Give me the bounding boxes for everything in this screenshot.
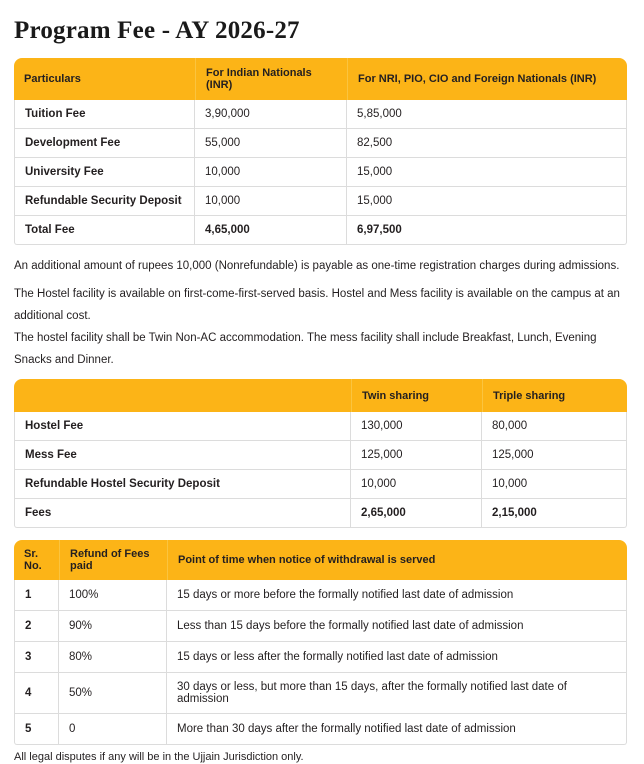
cell-nri-amount: 15,000 (347, 158, 627, 187)
cell-sr-no: 2 (14, 611, 59, 642)
table-row (14, 580, 627, 611)
table-header-row (14, 379, 627, 412)
table-header-row (14, 58, 627, 100)
table-row (14, 642, 627, 673)
table-row (14, 611, 627, 642)
column-header-point-of-time: Point of time when notice of withdrawal is served (167, 540, 627, 580)
cell-particulars: Hostel Fee (14, 412, 351, 441)
table-row (14, 714, 627, 745)
cell-indian-amount: 10,000 (195, 158, 347, 187)
cell-triple-total: 2,15,000 (482, 499, 627, 528)
cell-point-of-time: Less than 15 days before the formally notified last date of admission (167, 611, 627, 642)
cell-particulars: Development Fee (14, 129, 195, 158)
cell-twin-total: 2,65,000 (351, 499, 482, 528)
column-header-triple-sharing: Triple sharing (482, 379, 627, 412)
note-registration-charges: An additional amount of rupees 10,000 (Nonrefundable) is payable as one-time registration charges during admissions. (14, 260, 620, 272)
cell-twin-amount: 125,000 (351, 441, 482, 470)
table-row-total (14, 499, 627, 528)
cell-particulars: Refundable Security Deposit (14, 187, 195, 216)
table-row (14, 129, 627, 158)
table-row (14, 412, 627, 441)
cell-particulars: University Fee (14, 158, 195, 187)
spacer (14, 46, 630, 58)
cell-indian-total: 4,65,000 (195, 216, 347, 245)
column-header-indian-nationals: For Indian Nationals (INR) (195, 58, 347, 100)
hostel-fee-table-body (14, 412, 627, 528)
cell-indian-amount: 55,000 (195, 129, 347, 158)
column-header-nri-foreign: For NRI, PIO, CIO and Foreign Nationals (INR) (347, 58, 627, 100)
cell-twin-amount: 130,000 (351, 412, 482, 441)
cell-particulars: Refundable Hostel Security Deposit (14, 470, 351, 499)
cell-nri-amount: 5,85,000 (347, 100, 627, 129)
cell-refund-percent: 80% (59, 642, 167, 673)
cell-particulars: Fees (14, 499, 351, 528)
column-header-twin-sharing: Twin sharing (351, 379, 482, 412)
cell-point-of-time: 15 days or less after the formally notified last date of admission (167, 642, 627, 673)
cell-nri-total: 6,97,500 (347, 216, 627, 245)
refund-policy-table-head (14, 540, 627, 580)
note-hostel-availability: The Hostel facility is available on first-come-first-served basis. Hostel and Mess facility is available on the campus at an additional cost. (14, 288, 620, 322)
cell-sr-no: 3 (14, 642, 59, 673)
program-fee-table (14, 58, 627, 245)
cell-indian-amount: 3,90,000 (195, 100, 347, 129)
cell-point-of-time: 30 days or less, but more than 15 days, after the formally notified last date of admission (167, 673, 627, 714)
cell-triple-amount: 80,000 (482, 412, 627, 441)
table-row-total (14, 216, 627, 245)
cell-particulars: Mess Fee (14, 441, 351, 470)
cell-particulars: Tuition Fee (14, 100, 195, 129)
footnote-jurisdiction: All legal disputes if any will be in the Ujjain Jurisdiction only. (14, 751, 304, 763)
table-row (14, 673, 627, 714)
cell-triple-amount: 125,000 (482, 441, 627, 470)
refund-policy-table (14, 540, 627, 745)
table-row (14, 187, 627, 216)
cell-twin-amount: 10,000 (351, 470, 482, 499)
spacer (14, 245, 630, 255)
table-row (14, 158, 627, 187)
hostel-fee-table-head (14, 379, 627, 412)
cell-point-of-time: 15 days or more before the formally notified last date of admission (167, 580, 627, 611)
cell-sr-no: 1 (14, 580, 59, 611)
hostel-fee-table (14, 379, 627, 528)
cell-nri-amount: 15,000 (347, 187, 627, 216)
spacer (14, 528, 630, 540)
table-row (14, 441, 627, 470)
page-title: Program Fee - AY 2026-27 (14, 17, 300, 44)
spacer (14, 371, 630, 379)
cell-refund-percent: 0 (59, 714, 167, 745)
table-header-row (14, 540, 627, 580)
table-row (14, 470, 627, 499)
program-fee-table-head (14, 58, 627, 100)
cell-triple-amount: 10,000 (482, 470, 627, 499)
cell-sr-no: 4 (14, 673, 59, 714)
note-hostel-details: The hostel facility shall be Twin Non-AC accommodation. The mess facility shall include Breakfast, Lunch, Evening Snacks and Dinner. (14, 332, 597, 366)
cell-point-of-time: More than 30 days after the formally notified last date of admission (167, 714, 627, 745)
cell-refund-percent: 100% (59, 580, 167, 611)
column-header-blank (14, 379, 351, 412)
refund-policy-table-body (14, 580, 627, 745)
cell-refund-percent: 50% (59, 673, 167, 714)
program-fee-page (0, 16, 644, 764)
cell-indian-amount: 10,000 (195, 187, 347, 216)
column-header-sr-no: Sr. No. (14, 540, 59, 580)
cell-refund-percent: 90% (59, 611, 167, 642)
program-fee-table-body (14, 100, 627, 245)
column-header-particulars: Particulars (14, 58, 195, 100)
cell-particulars: Total Fee (14, 216, 195, 245)
column-header-refund-of-fees: Refund of Fees paid (59, 540, 167, 580)
table-row (14, 100, 627, 129)
cell-sr-no: 5 (14, 714, 59, 745)
cell-nri-amount: 82,500 (347, 129, 627, 158)
